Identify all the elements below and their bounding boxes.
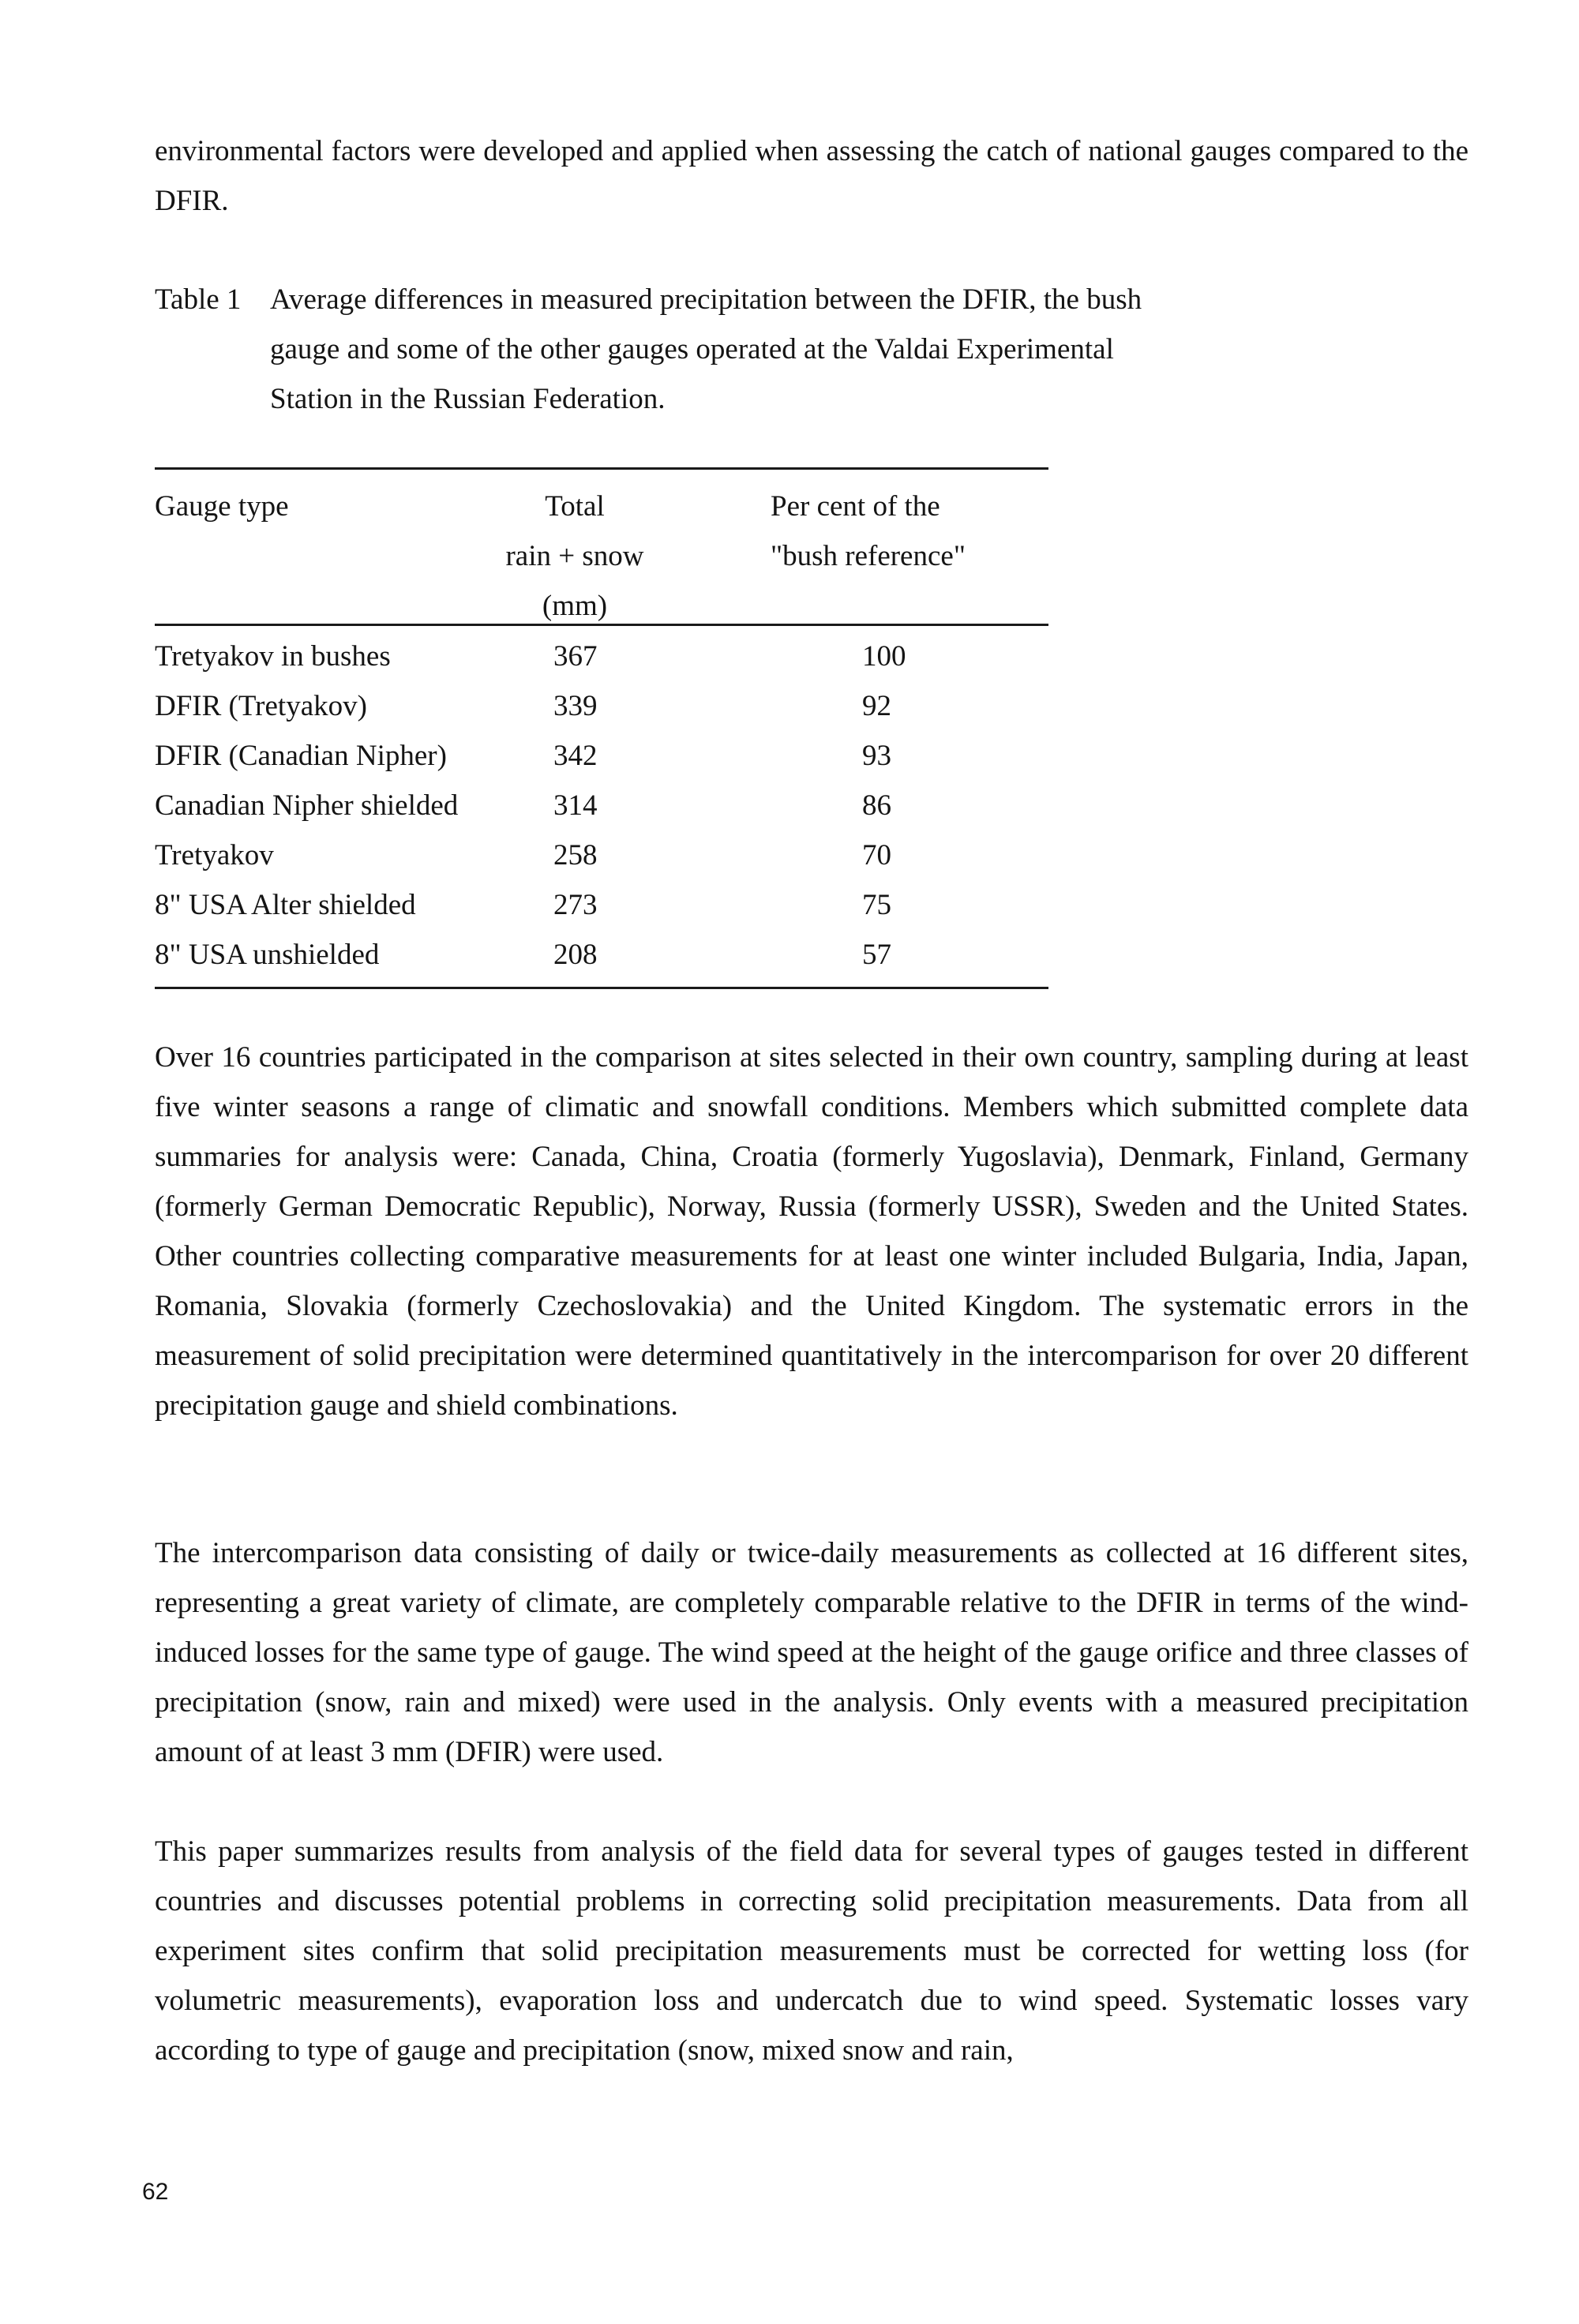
total-cell: 273 [553,889,598,921]
table-header [155,482,1048,639]
gauge-cell: Tretyakov [155,839,274,872]
header-gauge-type: Gauge type [155,490,289,523]
page-number: 62 [142,2179,169,2205]
table-caption-text: Average differences in measured precipitation between the DFIR, the bush gauge and some of the other gauges operated at the Valdai Experimental Station in the Russian Federation. [270,283,1142,415]
table-row [155,781,1048,830]
total-cell: 339 [553,690,598,722]
table-row [155,880,1048,930]
percent-cell: 70 [862,839,891,872]
header-percent-line-1: Per cent of the [771,490,940,523]
gauge-cell: DFIR (Canadian Nipher) [155,740,447,772]
table-body [155,632,1048,980]
body-paragraph-1: Over 16 countries participated in the comparison at sites selected in their own country, sampling during at least five winter seasons a range of climatic and snowfall conditions. Members which submitted complete data summaries for analysis were: Canada, China, Croatia (formerly Yugoslavia), Denmark, Finland, Germany (formerly German Democratic Republic), Norway, Russia (formerly USSR), Sweden and the United States. Other countries collecting comparative measurements for at least one winter included Bulgaria, India, Japan, Romania, Slovakia (formerly Czechoslovakia) and the United Kingdom. The systematic errors in the measurement of solid precipitation were determined quantitatively in the intercomparison for over 20 different precipitation gauge and shield combinations. [155,1041,1468,1422]
header-total-line-2: rain + snow [505,540,644,572]
gauge-cell: 8" USA unshielded [155,939,380,971]
total-cell: 314 [553,789,598,822]
total-cell: 342 [553,740,598,772]
intro-paragraph: environmental factors were developed and applied when assessing the catch of national gauges compared to the DFIR. [155,135,1468,217]
header-total-line-3: (mm) [542,590,608,622]
percent-cell: 75 [862,889,891,921]
percent-cell: 57 [862,939,891,971]
gauge-cell: DFIR (Tretyakov) [155,690,367,722]
table-header-rule [155,624,1048,626]
total-cell: 208 [553,939,598,971]
header-total-line-1: Total [545,490,605,523]
body-paragraph-3: This paper summarizes results from analysis of the field data for several types of gauges tested in different countries and discusses potential problems in correcting solid precipitation measurements. Data from all experiment sites confirm that solid precipitation measurements must be corrected for wetting loss (for volumetric measurements), evaporation loss and undercatch due to wind speed. Systematic losses vary according to type of gauge and precipitation (snow, mixed snow and rain, [155,1835,1468,2067]
table-row [155,632,1048,681]
percent-cell: 92 [862,690,891,722]
gauge-cell: Canadian Nipher shielded [155,789,459,822]
percent-cell: 86 [862,789,891,822]
gauge-cell: Tretyakov in bushes [155,640,391,673]
table-top-rule [155,467,1048,470]
header-percent [771,482,966,581]
body-paragraph-2: The intercomparison data consisting of daily or twice-daily measurements as collected at 16 different sites, representing a great variety of climate, are completely comparable relative to the DFIR in terms of the wind-induced losses for the same type of gauge. The wind speed at the height of the gauge orifice and three classes of precipitation (snow, rain and mixed) were used in the analysis. Only events with a measured precipitation amount of at least 3 mm (DFIR) were used. [155,1537,1468,1768]
total-cell: 258 [553,839,598,872]
table-row [155,930,1048,980]
table-bottom-rule [155,987,1048,989]
table-row [155,830,1048,880]
percent-cell: 100 [862,640,906,673]
gauge-cell: 8" USA Alter shielded [155,889,416,921]
total-cell: 367 [553,640,598,673]
percent-cell: 93 [862,740,891,772]
table-caption [155,275,1181,424]
header-percent-line-2: "bush reference" [771,540,966,572]
table-label: Table 1 [155,283,242,316]
table-row [155,681,1048,731]
header-total [504,482,646,631]
table-row [155,731,1048,781]
